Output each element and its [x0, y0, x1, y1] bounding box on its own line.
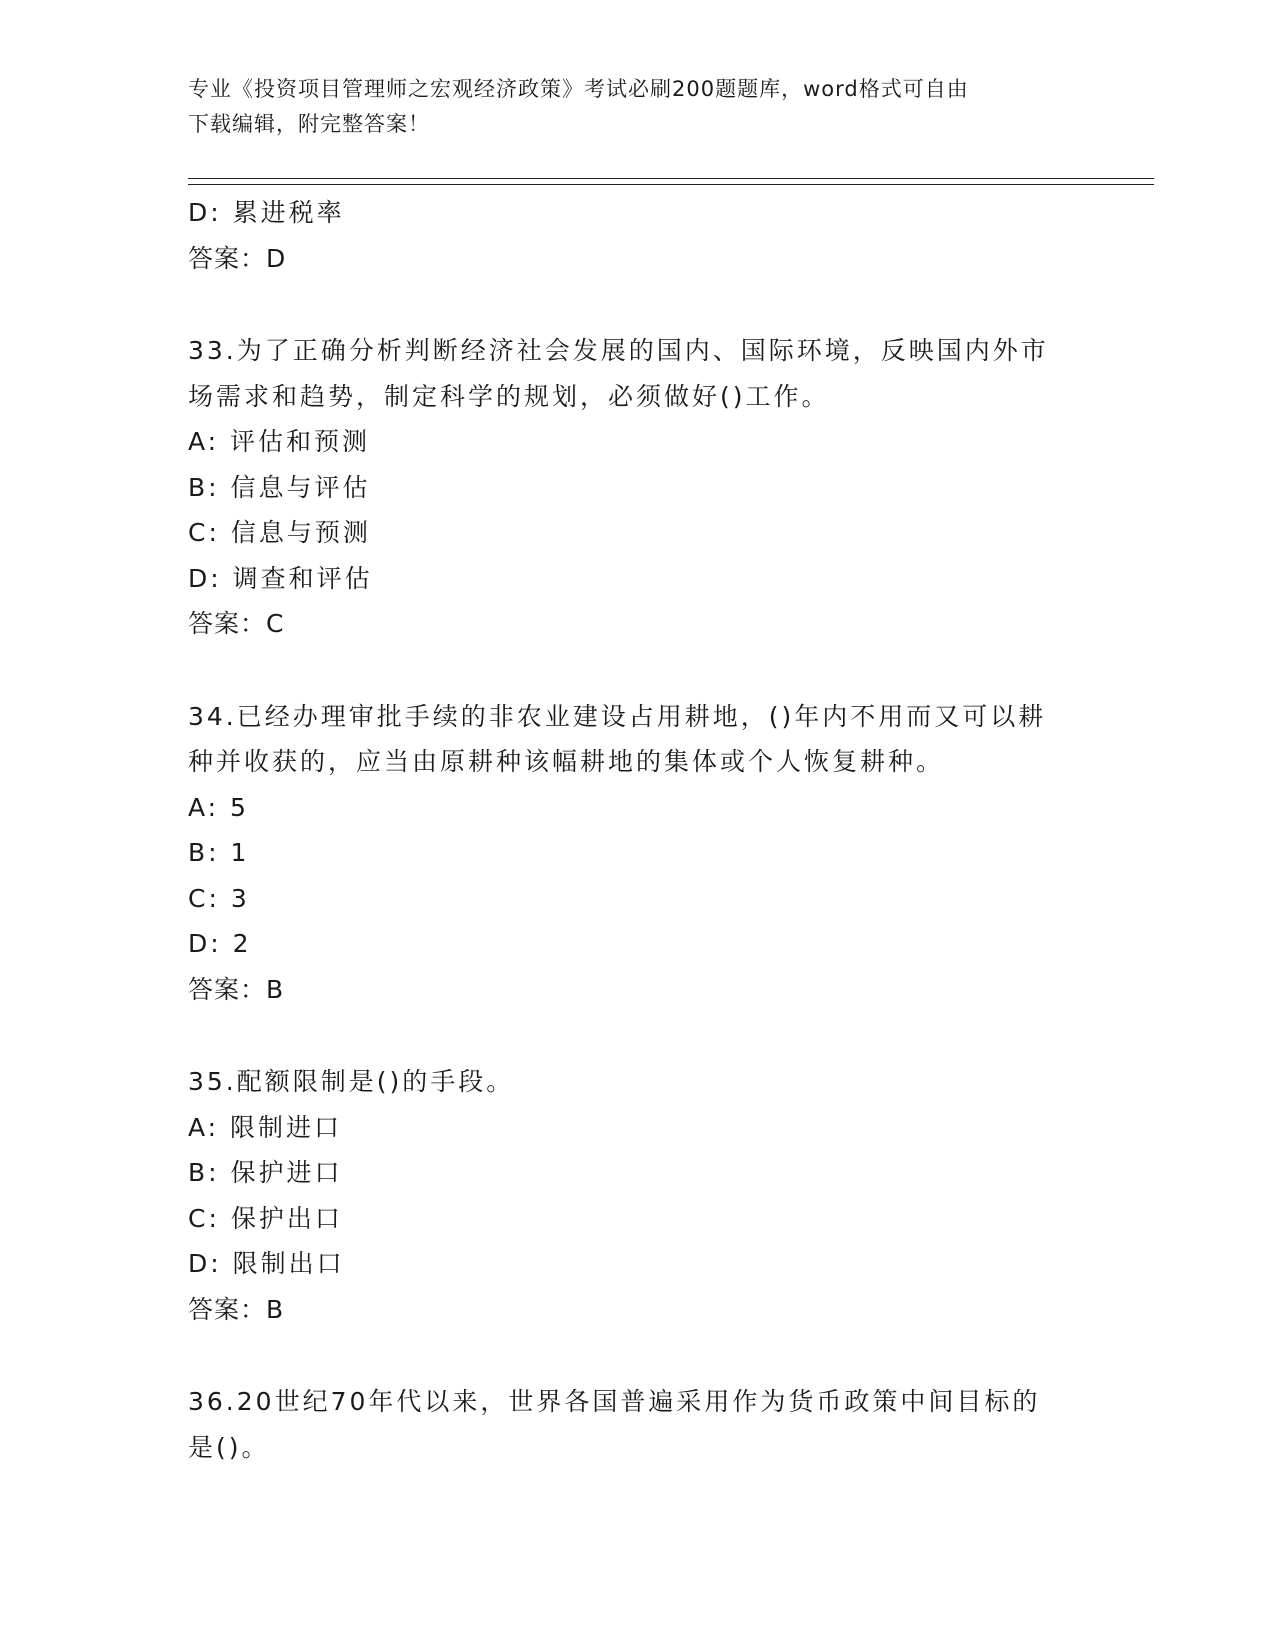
question-stem-line-2: 是()。	[188, 1432, 270, 1462]
option-d: D: 2	[188, 929, 252, 958]
question-35	[188, 1059, 1108, 1332]
question-stem-line-1: 33.为了正确分析判断经济社会发展的国内、国际环境，反映国内外市	[188, 336, 1049, 365]
option-c: C: 信息与预测	[188, 518, 371, 547]
answer: 答案：C	[188, 609, 285, 638]
option-c: C: 3	[188, 883, 250, 913]
option-b: B: 信息与评估	[188, 472, 371, 502]
answer: 答案：B	[188, 974, 285, 1004]
option-d: D: 累进税率	[188, 198, 345, 227]
header-title-line-2: 下载编辑，附完整答案！	[188, 112, 430, 136]
option-a: A: 评估和预测	[188, 427, 371, 456]
question-stem-line-2: 种并收获的，应当由原耕种该幅耕地的集体或个人恢复耕种。	[188, 747, 945, 776]
header-title-line-1: 专业《投资项目管理师之宏观经济政策》考试必刷200题题库，word格式可自由	[188, 77, 969, 101]
answer: 答案：D	[188, 243, 287, 273]
header-rule-bottom	[188, 184, 1154, 185]
option-b: B: 保护进口	[188, 1158, 343, 1187]
option-a: A: 限制进口	[188, 1112, 343, 1142]
option-c: C: 保护出口	[188, 1203, 343, 1233]
option-b: B: 1	[188, 838, 250, 867]
answer: 答案：B	[188, 1294, 285, 1324]
question-34	[188, 694, 1108, 1013]
question-33	[188, 328, 1108, 647]
question-stem-line-1: 34.已经办理审批手续的非农业建设占用耕地，()年内不用而又可以耕	[188, 701, 1047, 731]
question-stem-line-1: 36.20世纪70年代以来，世界各国普遍采用作为货币政策中间目标的	[188, 1387, 1041, 1416]
question-list	[188, 190, 1108, 1470]
option-a: A: 5	[188, 792, 249, 822]
question-36	[188, 1379, 1108, 1470]
option-d: D: 调查和评估	[188, 563, 373, 593]
page-header	[188, 72, 1088, 142]
option-d: D: 限制出口	[188, 1249, 345, 1278]
question-stem-line-2: 场需求和趋势，制定科学的规划，必须做好()工作。	[188, 381, 830, 411]
header-rule-top	[188, 178, 1154, 179]
question-stem-line-1: 35.配额限制是()的手段。	[188, 1067, 515, 1096]
